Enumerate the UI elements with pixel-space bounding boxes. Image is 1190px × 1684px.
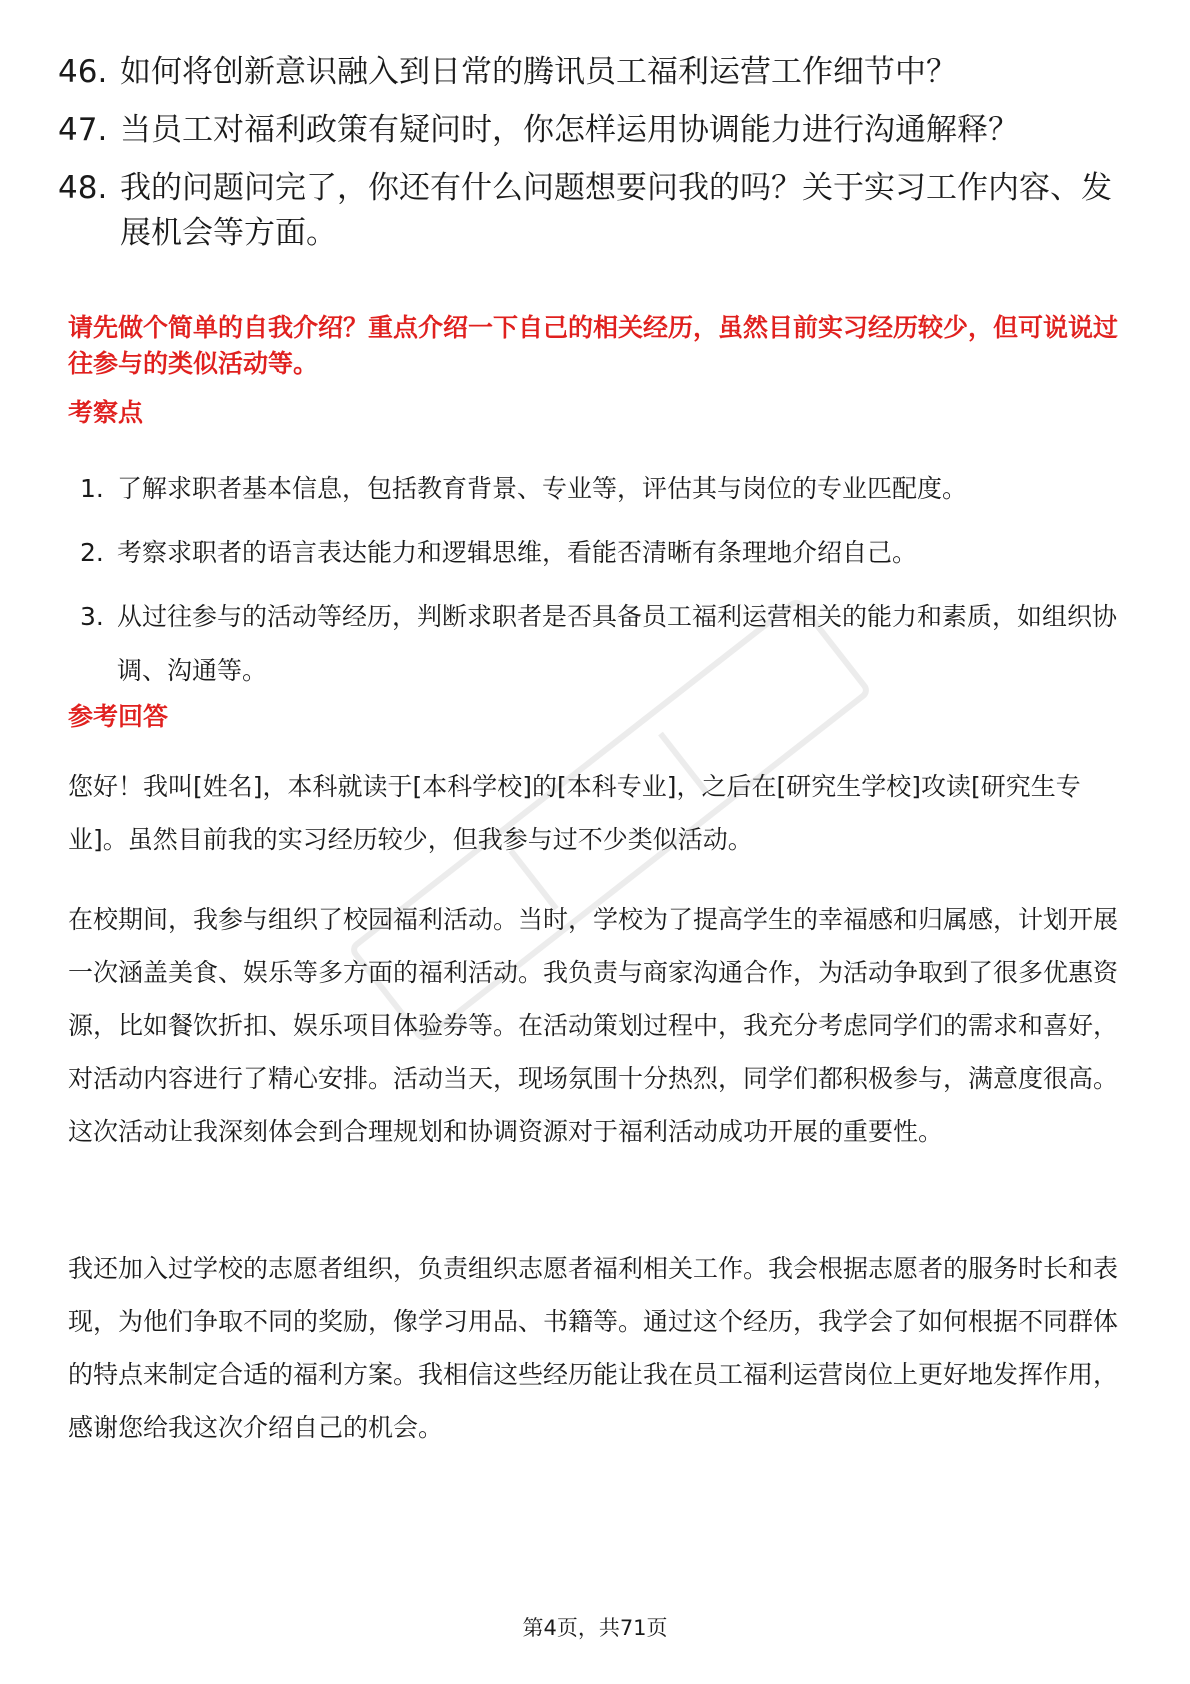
assessment-point [80,590,1130,698]
assessment-point [80,462,1130,516]
page-number: 第4页，共71页 [522,1616,668,1640]
answer-paragraph: 我还加入过学校的志愿者组织，负责组织志愿者福利相关工作。我会根据志愿者的服务时长和表现，为他们争取不同的奖励，像学习用品、书籍等。通过这个经历，我学会了如何根据不同群体的特点来制定合适的福利方案。我相信这些经历能让我在员工福利运营岗位上更好地发挥作用，感谢您给我这次介绍自己的机会。 [68,1254,1119,1442]
point-number: 2. [80,538,104,567]
point-text: 了解求职者基本信息，包括教育背景、专业等，评估其与岗位的专业匹配度。 [117,474,968,503]
question-text: 如何将创新意识融入到日常的腾讯员工福利运营工作细节中？ [120,54,957,90]
featured-question: 请先做个简单的自我介绍？重点介绍一下自己的相关经历，虽然目前实习经历较少，但可说说过往参与的类似活动等。 [68,313,1119,378]
reference-heading: 参考回答 [68,702,169,731]
reference-answer [68,893,1132,1158]
question-number: 47. [58,112,108,148]
point-number: 1. [80,474,104,503]
reference-answer [68,1242,1132,1454]
question-item [58,108,1138,153]
point-text: 从过往参与的活动等经历，判断求职者是否具备员工福利运营相关的能力和素质，如组织协调、沟通等。 [117,602,1118,685]
question-item [58,50,1138,95]
question-item [58,166,1138,256]
assessment-point [80,526,1130,580]
reference-answer [68,760,1132,866]
question-number: 46. [58,54,108,90]
assessment-heading: 考察点 [68,398,144,427]
question-number: 48. [58,170,108,206]
question-text: 当员工对福利政策有疑问时，你怎样运用协调能力进行沟通解释？ [120,112,1019,148]
assessment-points [80,462,1130,708]
question-text: 我的问题问完了，你还有什么问题想要问我的吗？关于实习工作内容、发展机会等方面。 [120,170,1112,251]
question-list [58,50,1138,269]
answer-paragraph: 在校期间，我参与组织了校园福利活动。当时，学校为了提高学生的幸福感和归属感，计划开展一次涵盖美食、娱乐等多方面的福利活动。我负责与商家沟通合作，为活动争取到了很多优惠资源，比如餐饮折扣、娱乐项目体验券等。在活动策划过程中，我充分考虑同学们的需求和喜好，对活动内容进行了精心安排。活动当天，现场氛围十分热烈，同学们都积极参与，满意度很高。这次活动让我深刻体会到合理规划和协调资源对于福利活动成功开展的重要性。 [68,905,1119,1146]
answer-paragraph: 您好！我叫[姓名]，本科就读于[本科学校]的[本科专业]，之后在[研究生学校]攻读[研究生专业]。虽然目前我的实习经历较少，但我参与过不少类似活动。 [68,772,1081,854]
point-text: 考察求职者的语言表达能力和逻辑思维，看能否清晰有条理地介绍自己。 [117,538,918,567]
point-number: 3. [80,602,104,631]
